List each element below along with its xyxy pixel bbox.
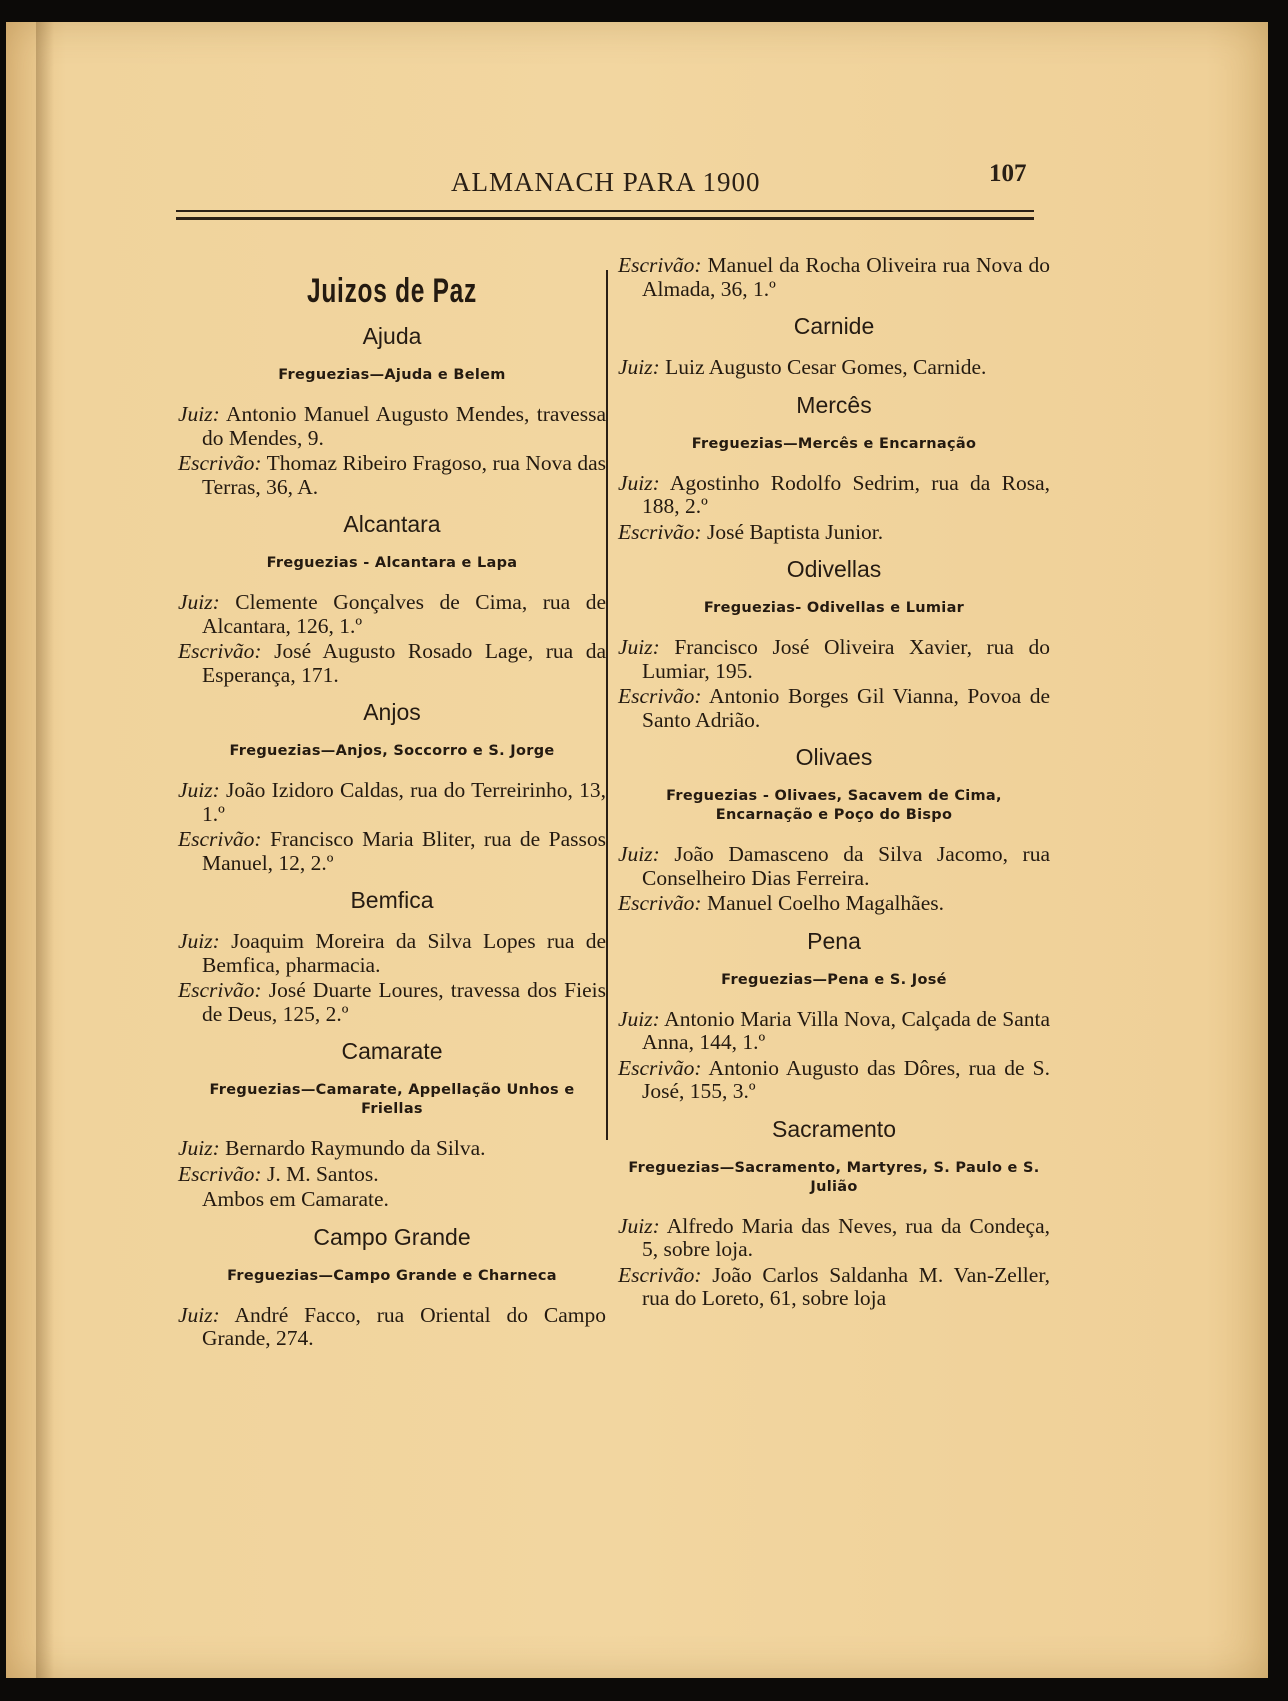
page-title: Juizos de Paz <box>307 272 477 310</box>
entry-bemfica-escrivao: Escrivão: José Duarte Loures, travessa dos Fieis de Deus, 125, 2.º <box>178 978 606 1026</box>
entry-pena-juiz: Juiz: Antonio Maria Villa Nova, Calçada de Santa Anna, 144, 1.º <box>618 1006 1050 1054</box>
parishes-alcantara: Freguezias - Alcantara e Lapa <box>266 555 518 571</box>
entry-odivellas-escrivao: Escrivão: Antonio Borges Gil Vianna, Povoa de Santo Adrião. <box>618 684 1050 732</box>
section-title-pena: Pena <box>807 927 861 954</box>
entry-alcantara-juiz: Juiz: Clemente Gonçalves de Cima, rua de Alcantara, 126, 1.º <box>178 590 606 638</box>
page-gutter-shadow <box>36 22 54 1678</box>
parishes-odivellas: Freguezias- Odivellas e Lumiar <box>703 600 965 616</box>
header-rule <box>176 210 1034 212</box>
section-title-sacramento: Sacramento <box>771 1115 896 1142</box>
column-divider <box>606 270 608 1140</box>
entry-olivaes-escrivao: Escrivão: Manuel Coelho Magalhães. <box>618 891 945 915</box>
section-title-camarate: Camarate <box>341 1038 443 1064</box>
entry-sacramento-juiz: Juiz: Alfredo Maria das Neves, rua da Condeça, 5, sobre loja. <box>618 1213 1050 1261</box>
note-camarate: Ambos em Camarate. <box>202 1187 389 1211</box>
book-page <box>6 22 1268 1678</box>
entry-ajuda-juiz: Juiz: Antonio Manuel Augusto Mendes, travessa do Mendes, 9. <box>178 402 606 450</box>
left-column <box>178 254 606 1353</box>
section-title-alcantara: Alcantara <box>343 511 441 537</box>
entry-campo-grande-juiz: Juiz: André Facco, rua Oriental do Campo Grande, 274. <box>178 1302 606 1350</box>
page-number: 107 <box>989 160 1027 187</box>
parishes-pena: Freguezias—Pena e S. José <box>721 971 947 988</box>
running-head: ALMANACH PARA 1900 <box>451 167 761 197</box>
section-title-anjos: Anjos <box>363 699 421 725</box>
parishes-camarate: Freguezias—Camarate, Appellação Unhos e Friellas <box>209 1082 575 1117</box>
entry-anjos-juiz: Juiz: João Izidoro Caldas, rua do Terreirinho, 13, 1.º <box>178 778 606 826</box>
parishes-sacramento: Freguezias—Sacramento, Martyres, S. Paulo e S. Julião <box>628 1159 1040 1195</box>
entry-carnide-juiz: Juiz: Luiz Augusto Cesar Gomes, Carnide. <box>618 355 987 379</box>
parishes-campo-grande: Freguezias—Campo Grande e Charneca <box>227 1267 557 1284</box>
entry-ajuda-escrivao: Escrivão: Thomaz Ribeiro Fragoso, rua Nova das Terras, 36, A. <box>178 451 606 499</box>
parishes-olivaes: Freguezias - Olivaes, Sacavem de Cima, Encarnação e Poço do Bispo <box>666 788 1002 823</box>
parishes-merces: Freguezias—Mercês e Encarnação <box>691 435 977 452</box>
entry-camarate-escrivao: Escrivão: J. M. Santos. <box>178 1161 379 1186</box>
entry-sacramento-escrivao: Escrivão: João Carlos Saldanha M. Van-Zeller, rua do Loreto, 61, sobre loja <box>618 1262 1050 1310</box>
right-column <box>618 254 1050 1313</box>
entry-bemfica-juiz: Juiz: Joaquim Moreira da Silva Lopes rua de Bemfica, pharmacia. <box>178 929 606 977</box>
section-title-olivaes: Olivaes <box>795 744 873 770</box>
entry-odivellas-juiz: Juiz: Francisco José Oliveira Xavier, rua do Lumiar, 195. <box>618 635 1050 683</box>
section-title-campo-grande: Campo Grande <box>313 1223 471 1250</box>
section-title-carnide: Carnide <box>793 313 875 339</box>
entry-olivaes-juiz: Juiz: João Damasceno da Silva Jacomo, rua Conselheiro Dias Ferreira. <box>618 842 1050 890</box>
parishes-ajuda: Freguezias—Ajuda e Belem <box>278 367 506 383</box>
section-title-ajuda: Ajuda <box>362 323 422 349</box>
entry-merces-juiz: Juiz: Agostinho Rodolfo Sedrim, rua da Rosa, 188, 2.º <box>618 470 1050 518</box>
section-title-merces: Mercês <box>796 391 872 418</box>
section-title-odivellas: Odivellas <box>786 556 882 582</box>
header-rule-double <box>176 217 1034 220</box>
section-title-bemfica: Bemfica <box>350 887 434 913</box>
entry-pena-escrivao: Escrivão: Antonio Augusto das Dôres, rua de S. José, 155, 3.º <box>618 1055 1050 1103</box>
entry-merces-escrivao: Escrivão: José Baptista Junior. <box>618 519 884 544</box>
entry-camarate-juiz: Juiz: Bernardo Raymundo da Silva. <box>178 1136 486 1160</box>
entry-continuation-escrivao: Escrivão: Manuel da Rocha Oliveira rua Nova do Almada, 36, 1.º <box>618 253 1050 301</box>
entry-alcantara-escrivao: Escrivão: José Augusto Rosado Lage, rua da Esperança, 171. <box>178 639 606 687</box>
parishes-anjos: Freguezias—Anjos, Soccorro e S. Jorge <box>229 743 555 759</box>
entry-anjos-escrivao: Escrivão: Francisco Maria Bliter, rua de Passos Manuel, 12, 2.º <box>178 827 606 875</box>
